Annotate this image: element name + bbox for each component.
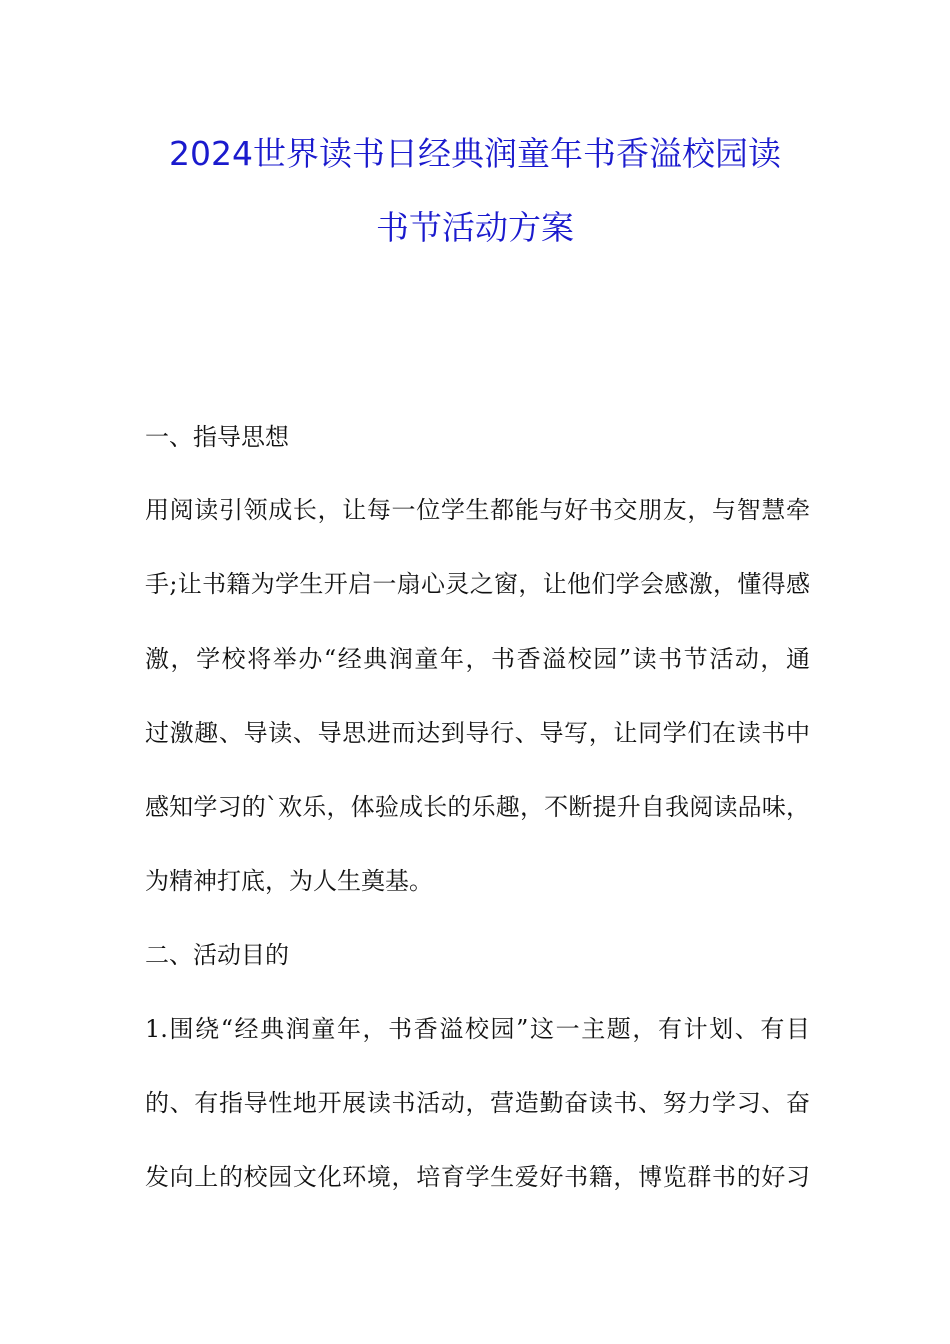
paragraph-line: 为精神打底，为人生奠基。 [145,867,433,895]
paragraph-line: 激，学校将举办“经典润童年，书香溢校园”读书节活动，通 [145,645,810,673]
document-title-line-2: 书节活动方案 [376,208,574,247]
document-title-line-1: 2024世界读书日经典润童年书香溢校园读 [169,134,781,173]
section-heading-guiding-ideology: 一、指导思想 [145,423,289,451]
paragraph-line: 用阅读引领成长，让每一位学生都能与好书交朋友，与智慧牵 [145,496,810,524]
paragraph-line: 过激趣、导读、导思进而达到导行、导写，让同学们在读书中 [145,719,810,747]
paragraph-line: 感知学习的`欢乐，体验成长的乐趣，不断提升自我阅读品味， [145,793,810,821]
paragraph-line: 手;让书籍为学生开启一扇心灵之窗，让他们学会感激，懂得感 [145,570,810,598]
paragraph-line: 1.围绕“经典润童年，书香溢校园”这一主题，有计划、有目 [145,1015,810,1043]
paragraph-line: 的、有指导性地开展读书活动，营造勤奋读书、努力学习、奋 [145,1089,810,1117]
paragraph-line: 发向上的校园文化环境，培育学生爱好书籍，博览群书的好习 [145,1163,810,1191]
section-heading-activity-purpose: 二、活动目的 [145,941,289,969]
